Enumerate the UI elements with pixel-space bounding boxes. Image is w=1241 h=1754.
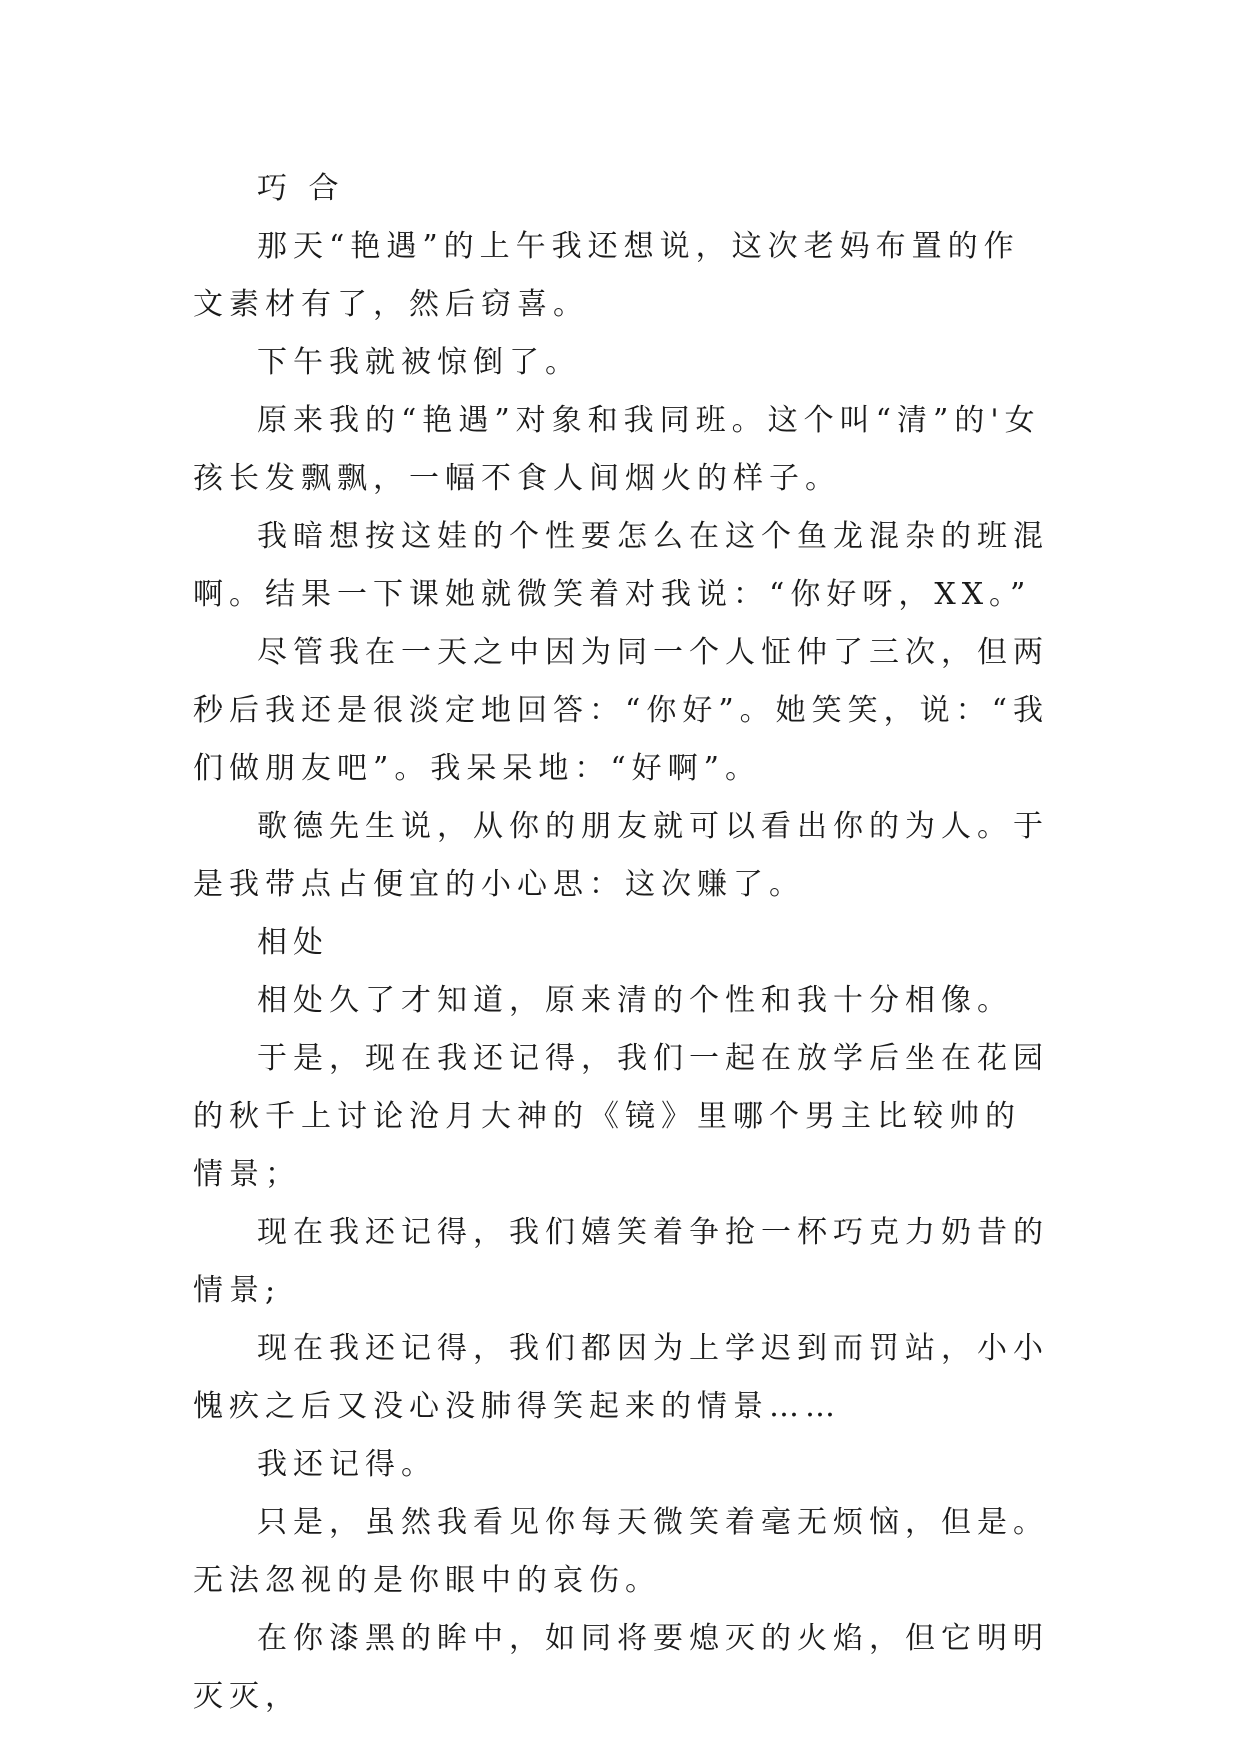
paragraph: 我还记得。 bbox=[257, 1447, 437, 1482]
paragraph: 下午我就被惊倒了。 bbox=[257, 345, 581, 380]
paragraph: 尽管我在一天之中因为同一个人怔仲了三次，但两秒后我还是很淡定地回答：“你好”。她笑笑，说：“我们做朋友吧”。我呆呆地：“好啊”。 bbox=[193, 635, 1050, 786]
paragraph: 于是，现在我还记得，我们一起在放学后坐在花园的秋千上讨论沧月大神的《镜》里哪个男主比较帅的情景； bbox=[193, 1041, 1049, 1192]
paragraph: 我暗想按这娃的个性要怎么在这个鱼龙混杂的班混啊。结果一下课她就微笑着对我说：“你好呀，XX。” bbox=[193, 519, 1049, 612]
paragraph: 那天“艳遇”的上午我还想说，这次老妈布置的作文素材有了，然后窃喜。 bbox=[193, 229, 1020, 322]
paragraph: 相处久了才知道，原来清的个性和我十分相像。 bbox=[257, 983, 1013, 1018]
paragraph: 现在我还记得，我们嬉笑着争抢一杯巧克力奶昔的情景; bbox=[193, 1215, 1049, 1308]
section-heading-getting-along: 相处 bbox=[257, 925, 329, 960]
paragraph: 原来我的“艳遇”对象和我同班。这个叫“清”的'女孩长发飘飘，一幅不食人间烟火的样子。 bbox=[193, 403, 1041, 496]
essay-body bbox=[193, 160, 1053, 1726]
paragraph: 现在我还记得，我们都因为上学迟到而罚站，小小愧疚之后又没心没肺得笑起来的情景…… bbox=[193, 1331, 1049, 1424]
paragraph: 歌德先生说，从你的朋友就可以看出你的为人。于是我带点占便宜的小心思：这次赚了。 bbox=[193, 809, 1049, 902]
section-heading-coincidence: 巧 合 bbox=[257, 171, 345, 206]
paragraph: 只是，虽然我看见你每天微笑着毫无烦恼，但是。无法忽视的是你眼中的哀伤。 bbox=[193, 1505, 1049, 1598]
paragraph: 在你漆黑的眸中，如同将要熄灭的火焰，但它明明灭灭， bbox=[193, 1621, 1049, 1714]
